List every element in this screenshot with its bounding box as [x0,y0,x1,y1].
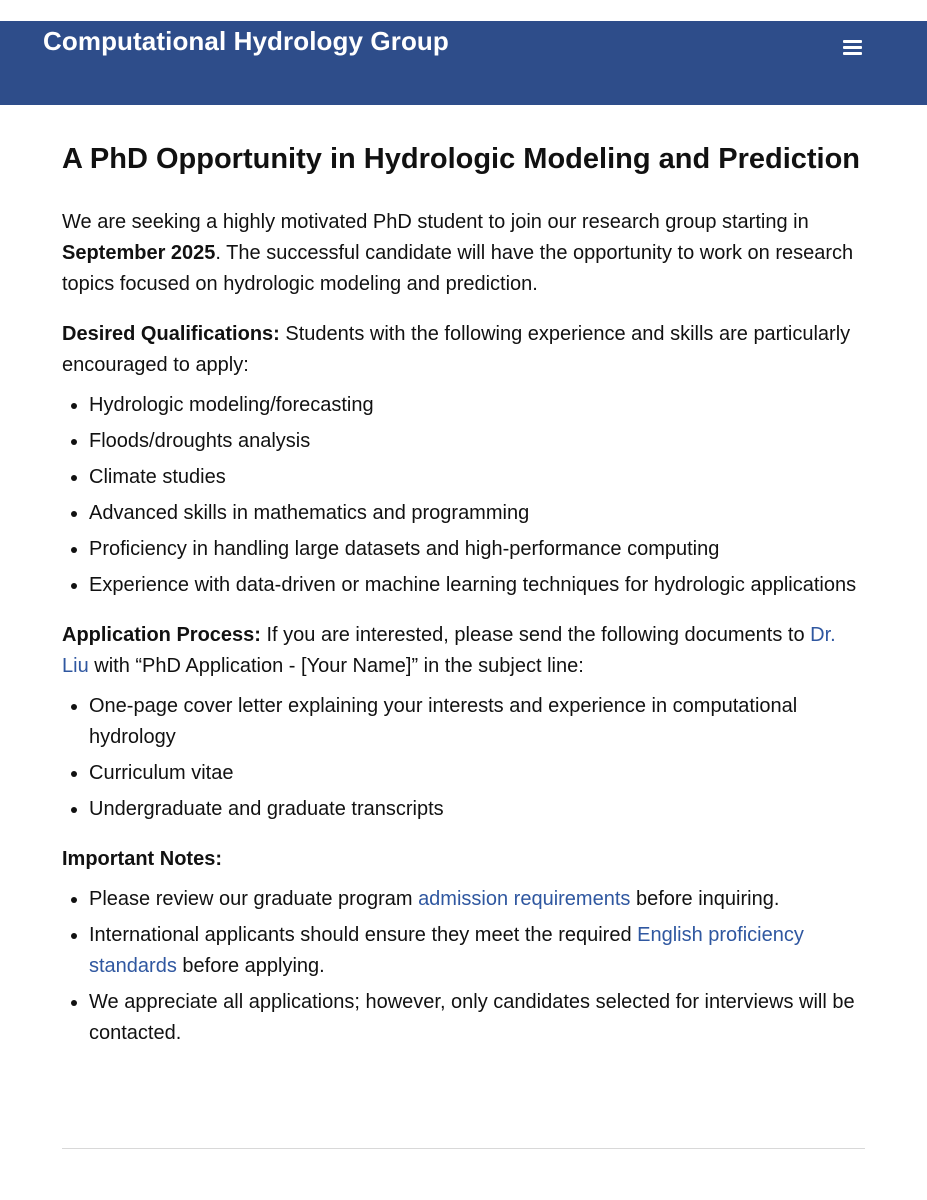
notes-heading: Important Notes: [62,848,222,870]
contact-link[interactable]: Dr. Liu [62,624,836,677]
menu-bar [843,40,862,43]
qualifications-text: Students with the following experience and skills are particularly encouraged to apply: [62,323,851,376]
list-item: • Experience with data-driven or machine learning techniques for hydrologic applications [89,570,865,601]
intro-paragraph [62,207,865,300]
notes-paragraph [62,844,865,875]
list-item: • Undergraduate and graduate transcripts [89,794,865,825]
application-text-before: If you are interested, please send the following documents to [260,624,811,646]
intro-text-after: . The successful candidate will have the opportunity to work on research topics focused on hydrologic modeling and prediction. [62,242,854,295]
list-item: • Proficiency in handling large datasets and high-performance computing [89,534,865,565]
note-text: Please review our graduate program [89,888,419,910]
page-title: A PhD Opportunity in Hydrologic Modeling and Prediction [62,143,861,175]
admission-requirements-link[interactable]: admission requirements [418,888,631,910]
list-item: • Advanced skills in mathematics and programming [89,498,865,529]
intro-text-before: We are seeking a highly motivated PhD student to join our research group starting in [62,211,809,233]
list-item: • Climate studies [89,462,865,493]
hamburger-menu-icon[interactable] [843,39,863,55]
qualifications-paragraph [62,319,865,381]
menu-bar [843,46,862,49]
list-item: • Hydrologic modeling/forecasting [89,390,865,421]
list-item: • Curriculum vitae [89,758,865,789]
list-item: • One-page cover letter explaining your interests and experience in computational hydrology [89,691,865,753]
start-date: September 2025 [62,242,216,264]
list-item [89,884,865,915]
note-text: before applying. [176,955,325,977]
qualifications-heading: Desired Qualifications: [62,323,280,345]
site-title[interactable]: Computational Hydrology Group [43,26,449,56]
divider [62,1148,865,1149]
documents-list [62,691,865,825]
article-content [62,137,865,1054]
menu-bar [843,52,862,55]
note-text: before inquiring. [630,888,780,910]
application-text-after: with “PhD Application - [Your Name]” in the subject line: [88,655,584,677]
list-item: • Floods/droughts analysis [89,426,865,457]
note-text: International applicants should ensure they meet the required [89,924,638,946]
site-header [0,21,927,105]
application-heading: Application Process: [62,624,261,646]
list-item [89,920,865,982]
application-paragraph [62,620,865,682]
english-proficiency-link[interactable]: English proficiency standards [89,924,804,977]
qualifications-list [62,390,865,601]
list-item: • We appreciate all applications; however, only candidates selected for interviews will be contacted. [89,987,865,1049]
notes-list [62,884,865,1049]
